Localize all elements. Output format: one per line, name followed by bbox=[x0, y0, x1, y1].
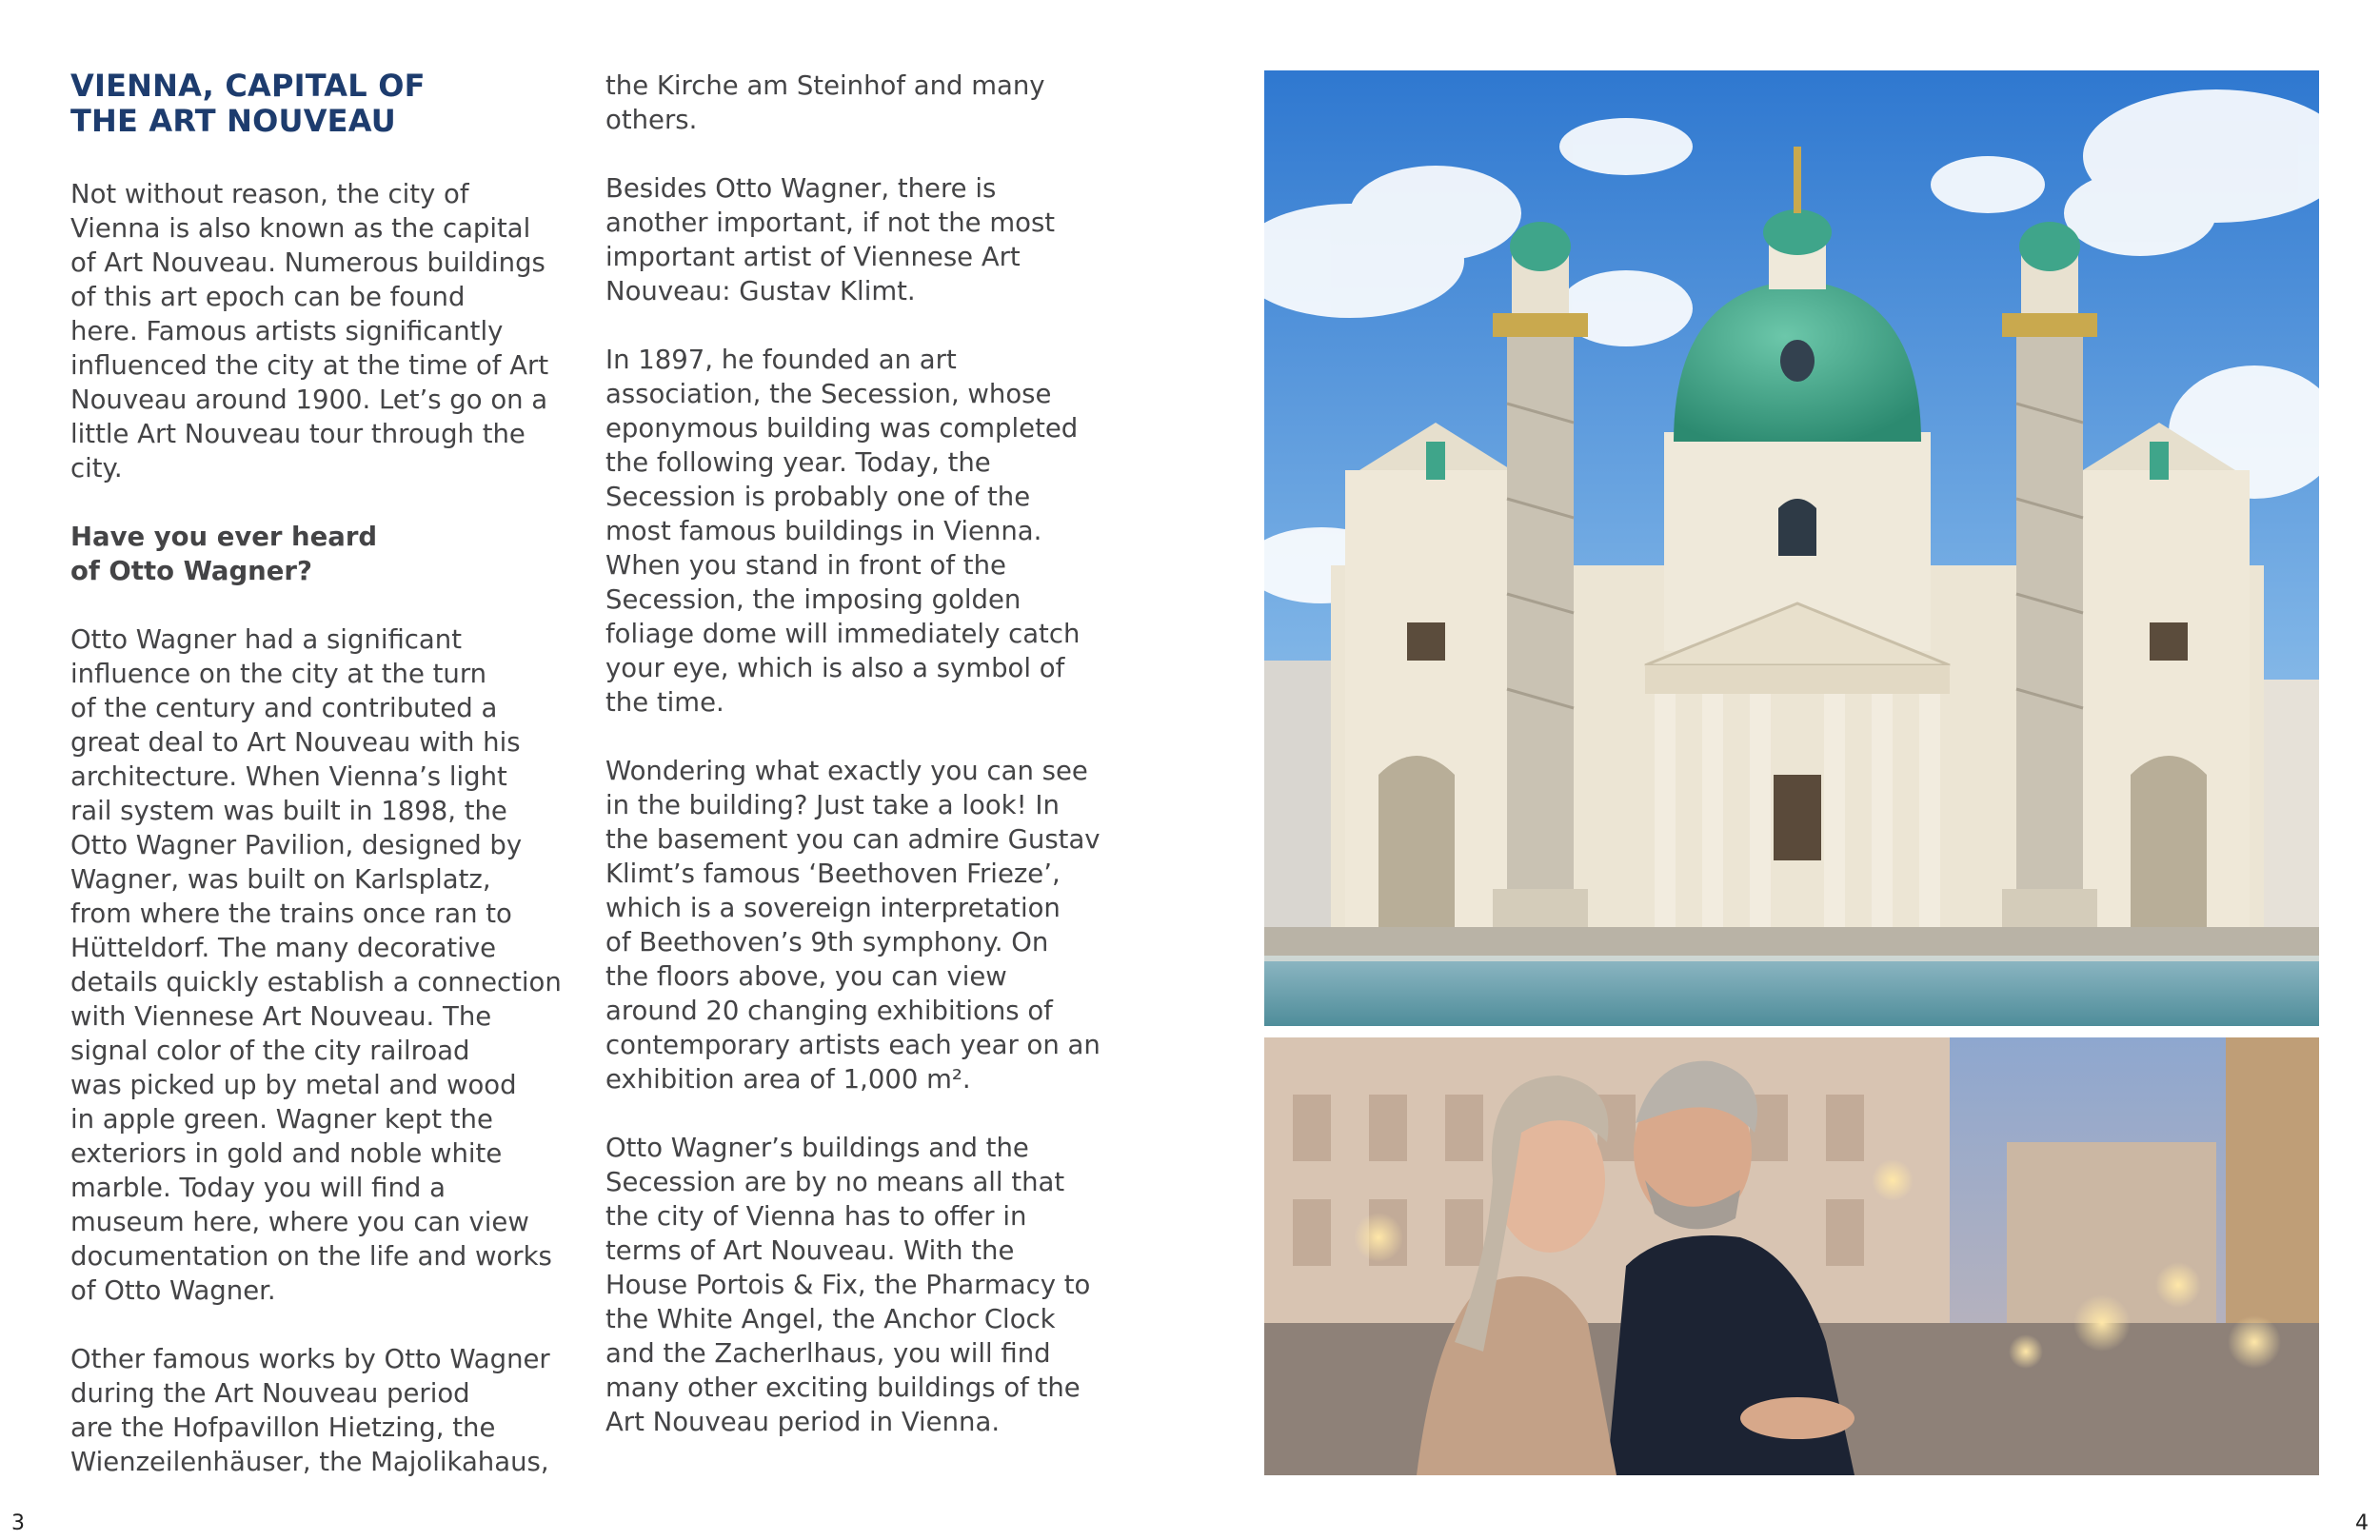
couple-photo bbox=[1264, 1037, 2319, 1475]
klimt-paragraph: Besides Otto Wagner, there is another important, if not the most important artist of Viennese Art Nouveau: Gustav Klimt. bbox=[605, 173, 1056, 306]
wagner-paragraph: Otto Wagner had a significant influence on the city at the turn of the century and contributed a great deal to Art Nouveau with his architecture. When Vienna’s light rail system was built in 1898, the Otto Wagner Pavilion, designed by Wagner, was built on Karlsplatz, from where the trains once ran to Hütteldorf. The many decorative details quickly establish a connection with Viennese Art Nouveau. The signal color of the city railroad was picked up by metal and wood in apple green. Wagner kept the exteriors in gold and noble white marble. Today you will find a museum here, where you can view documentation on the life and works of Otto Wagner. bbox=[70, 624, 562, 1306]
intro-paragraph: Not without reason, the city of Vienna is also known as the capital of Art Nouveau. Numerous buildings of this art epoch can be found here. Famous artists significantly influenced the city at the time of Art Nouveau around 1900. Let’s go on a little Art Nouveau tour through the city. bbox=[70, 179, 549, 484]
other-works-paragraph: Other famous works by Otto Wagner during the Art Nouveau period are the Hofpavillon Hietzing, the Wienzeilenhäuser, the Majolikahaus, bbox=[70, 1344, 550, 1477]
page-number-left: 3 bbox=[11, 1511, 25, 1535]
wondering-paragraph: Wondering what exactly you can see in the building? Just take a look! In the basement you can admire Gustav Klimt’s famous ‘Beethoven Frieze’, which is a sovereign interpretation of Beethoven’s 9th symphony. On the floors above, you can view around 20 changing exhibitions of contemporary artists each year on an exhibition area of 1,000 m². bbox=[605, 756, 1101, 1095]
closing-paragraph: Otto Wagner’s buildings and the Secession are by no means all that the city of Vienna has to offer in terms of Art Nouveau. With the House Portois & Fix, the Pharmacy to the White Angel, the Anchor Clock and the Zacherlhaus, you will find many other exciting buildings of the Art Nouveau period in Vienna. bbox=[605, 1133, 1091, 1437]
text-column-2 bbox=[605, 69, 1139, 1473]
article-title bbox=[70, 69, 585, 139]
page-number-right: 4 bbox=[2355, 1511, 2369, 1535]
secession-paragraph: In 1897, he founded an art association, the Secession, whose eponymous building was completed the following year. Today, the Secession is probably one of the most famous buildings in Vienna. When you stand in front of the Secession, the imposing golden foliage dome will immediately catch your eye, which is also a symbol of the time. bbox=[605, 345, 1081, 718]
other-works-continued: the Kirche am Steinhof and many others. bbox=[605, 70, 1045, 135]
text-column-1 bbox=[70, 69, 585, 1513]
article-title-line-1: VIENNA, CAPITAL OF bbox=[70, 68, 426, 104]
article-title-line-2: THE ART NOUVEAU bbox=[70, 103, 396, 139]
section-subheading: Have you ever heard of Otto Wagner? bbox=[70, 522, 378, 586]
karlskirche-photo bbox=[1264, 70, 2319, 1026]
